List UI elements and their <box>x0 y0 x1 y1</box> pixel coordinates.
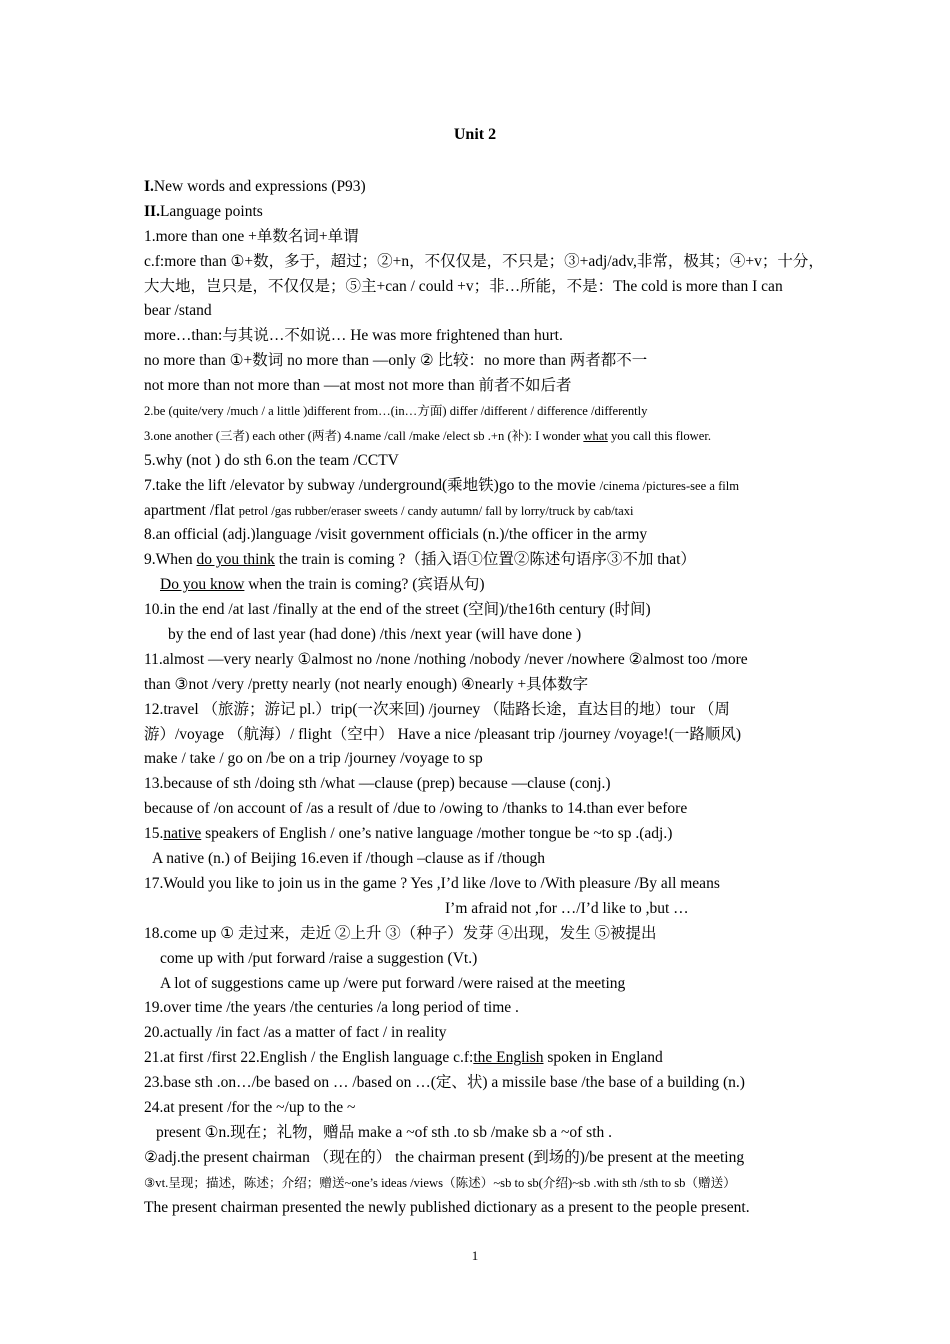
text-line: by the end of last year (had done) /this /next year (will have done ) <box>168 626 582 644</box>
line-text: you call this flower. <box>607 428 712 443</box>
text-line: 20.actually /in fact /as a matter of fact / in reality <box>144 1024 447 1042</box>
underlined-text: the English <box>473 1049 544 1067</box>
text-line <box>144 175 824 200</box>
page-number: 1 <box>471 1248 479 1263</box>
text-line: The present chairman presented the newly published dictionary as a present to the people present. <box>144 1198 750 1216</box>
text-line <box>144 1046 824 1071</box>
text-line: c.f:more than ①+数，多于，超过；②+n，不仅仅是，不只是；③+adj/adv,非常，极其；④+v；十分， <box>144 252 824 270</box>
text-line: 13.because of sth /doing sth /what —clause (prep) because —clause (conj.) <box>144 775 611 793</box>
text-line: than ③not /very /pretty nearly (not nearly enough) ④nearly +具体数字 <box>144 675 589 693</box>
text-line: no more than ①+数词 no more than —only ② 比较：no more than 两者都不一 <box>144 352 648 370</box>
text-line: A lot of suggestions came up /were put forward /were raised at the meeting <box>160 974 626 992</box>
underlined-text: Do you know <box>160 576 245 594</box>
document-body <box>144 175 824 1220</box>
line-text: 3.one another (三者) each other (两者) 4.name /call /make /elect sb .+n (补): I wonder <box>144 428 584 443</box>
section-number: I. <box>144 178 154 195</box>
text-line <box>144 474 824 499</box>
underlined-text: what <box>583 428 608 443</box>
text-line: make / take / go on /be on a trip /journey /voyage to sp <box>144 750 483 768</box>
line-text: New words and expressions (P93) <box>153 178 366 195</box>
text-line <box>144 822 824 847</box>
text-line <box>144 548 824 573</box>
text-line: bear /stand <box>144 302 212 320</box>
line-text: when the train is coming? (宾语从句) <box>244 576 485 594</box>
text-line: more…than:与其说…不如说… He was more frightened than hurt. <box>144 327 563 345</box>
text-line: come up with /put forward /raise a suggestion (Vt.) <box>160 949 478 967</box>
line-text: apartment /flat <box>144 501 239 519</box>
text-line: 1.more than one +单数名词+单谓 <box>144 227 359 245</box>
text-line: 游）/voyage （航海）/ flight（空中） Have a nice /pleasant trip /journey /voyage!(一路顺风) <box>144 725 742 743</box>
line-text: 15. <box>144 825 164 843</box>
text-line: not more than not more than —at most not more than 前者不如后者 <box>144 377 572 395</box>
line-text: 21.at first /first 22.English / the English language c.f: <box>144 1049 474 1067</box>
text-line: 17.Would you like to join us in the game ? Yes ,I’d like /love to /With pleasure /By all means <box>144 874 720 892</box>
text-line: 19.over time /the years /the centuries /a long period of time . <box>144 999 519 1017</box>
text-line: ②adj.the present chairman （现在的） the chairman present (到场的)/be present at the meeting <box>144 1148 745 1166</box>
text-line: 2.be (quite/very /much / a little )different from…(in…方面) differ /different / difference /differently <box>144 404 648 419</box>
line-text-small: /cinema /pictures-see a film <box>599 478 740 493</box>
line-text: spoken in England <box>543 1049 663 1067</box>
text-line: 23.base sth .on…/be based on … /based on …(定、状) a missile base /the base of a building (n.) <box>144 1074 745 1092</box>
line-text: speakers of English / one’s native language /mother tongue be ~to sp .(adj.) <box>201 825 673 843</box>
text-line: 11.almost —very nearly ①almost no /none /nothing /nobody /never /nowhere ②almost too /more <box>144 650 748 668</box>
text-line <box>144 499 824 524</box>
text-line <box>144 424 824 449</box>
page-title: Unit 2 <box>453 126 497 143</box>
text-line: 12.travel （旅游；游记 pl.）trip(一次来回) /journey （陆路长途，直达目的地）tour （周 <box>144 700 730 718</box>
section-number: II. <box>144 202 160 220</box>
line-text: Language points <box>159 202 263 220</box>
text-line: 24.at present /for the ~/up to the ~ <box>144 1098 356 1116</box>
underlined-text: do you think <box>196 551 275 569</box>
line-text: 7.take the lift /elevator by subway /underground(乘地铁)go to the movie <box>144 476 600 494</box>
text-line: ③vt.呈现；描述，陈述；介绍；赠送~one’s ideas /views（陈述）~sb to sb(介绍)~sb .with sth /sth to sb（赠送） <box>144 1175 736 1190</box>
text-line <box>144 200 824 225</box>
text-line: 18.come up ① 走过来，走近 ②上升 ③（种子）发芽 ④出现，发生 ⑤被提出 <box>144 924 657 942</box>
line-text: the train is coming ?（插入语①位置②陈述句语序③不加 that） <box>274 551 696 569</box>
text-line: present ①n.现在；礼物，赠品 make a ~of sth .to sb /make sb a ~of sth . <box>156 1123 612 1141</box>
text-line: 8.an official (adj.)language /visit government officials (n.)/the officer in the army <box>144 526 648 544</box>
text-line: because of /on account of /as a result of /due to /owing to /thanks to 14.than ever before <box>144 800 688 818</box>
text-line: I’m afraid not ,for …/I’d like to ,but … <box>445 899 689 917</box>
text-line: 10.in the end /at last /finally at the end of the street (空间)/the16th century (时间) <box>144 601 651 619</box>
text-line <box>144 573 824 598</box>
underlined-text: native <box>163 825 202 843</box>
text-line: 5.why (not ) do sth 6.on the team /CCTV <box>144 451 399 469</box>
text-line: A native (n.) of Beijing 16.even if /though –clause as if /though <box>152 850 546 868</box>
text-line: 大大地，岂只是，不仅仅是；⑤主+can / could +v；非…所能，不是：The cold is more than I can <box>144 277 783 295</box>
line-text: 9.When <box>144 551 197 569</box>
line-text-small: petrol /gas rubber/eraser sweets / candy autumn/ fall by lorry/truck by cab/taxi <box>238 503 634 518</box>
